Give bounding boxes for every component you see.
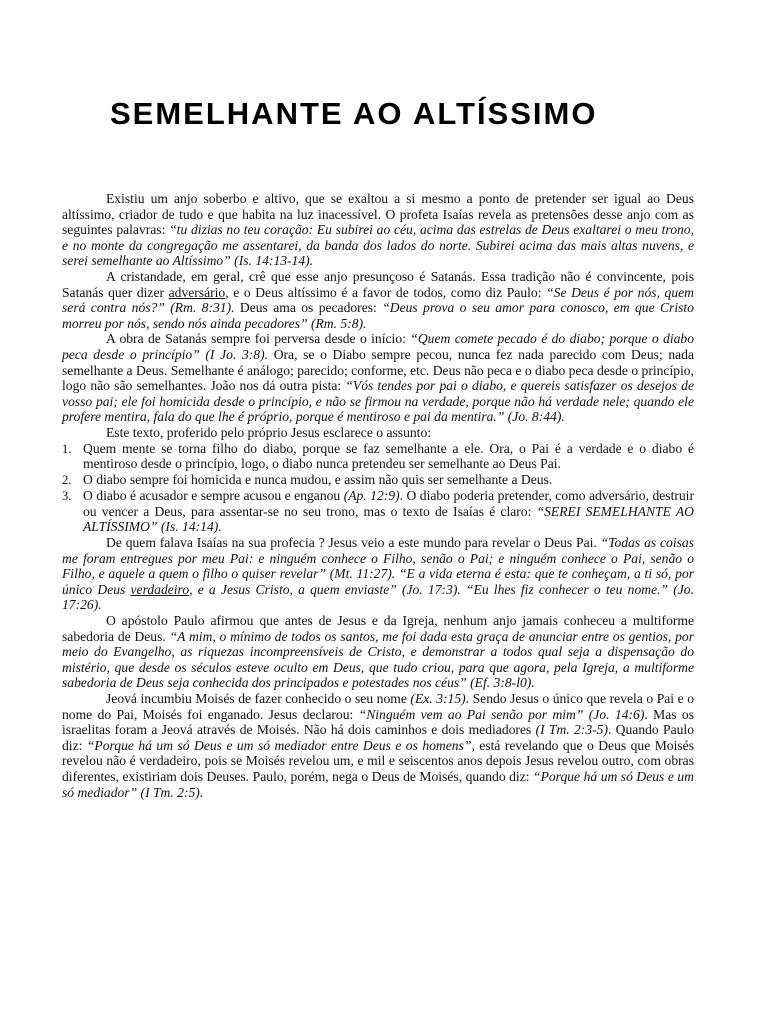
- list-text: Quem mente se torna filho do diabo, porque se faz semelhante a ele. Ora, o Pai é a verdade e o diabo é mentiroso desde o princípio, logo, o diabo nunca pretendeu ser semelhante ao Deus Pai.: [83, 440, 694, 472]
- paragraph-1: Existiu um anjo soberbo e altivo, que se exaltou a si mesmo a ponto de pretender ser igual ao Deus altíssimo, criador de tudo e que habita na luz inacessível. O profeta Isaías revela as pretensões desse anjo com as seguintes palavras: “tu dizias no teu coração: Eu subirei ao céu, acima das estrelas de Deus exaltarei o meu trono, e no monte da congregação me assentarei, da banda dos lados do norte. Subirei acima das mais altas nuvens, e serei semelhante ao Altíssimo” (Is. 14:13-14).: [62, 191, 694, 269]
- list-number: 2.: [62, 472, 72, 487]
- list-item: [62, 488, 694, 535]
- numbered-list: [62, 441, 694, 536]
- document-body: [62, 191, 694, 800]
- list-item: [62, 472, 694, 489]
- list-number: 1.: [62, 441, 72, 456]
- paragraph-4: Este texto, proferido pelo próprio Jesus esclarece o assunto:: [106, 424, 432, 440]
- paragraph-5: De quem falava Isaías na sua profecia ? Jesus veio a este mundo para revelar o Deus Pai. “Todas as coisas me foram entregues por meu Pai: e ninguém conhece o Filho, senão o Pai; e ninguém conhece o Pai, senão o Filho, e aquele a quem o filho o quiser revelar” (Mt. 11:27). “E a vida eterna é esta: que te conheçam, a ti só, por único Deus verdadeiro, e a Jesus Cristo, a quem enviaste” (Jo. 17:3). “Eu lhes fiz conhecer o teu nome.” (Jo. 17:26).: [62, 535, 694, 613]
- paragraph-2: A cristandade, em geral, crê que esse anjo presunçoso é Satanás. Essa tradição não é convincente, pois Satanás quer dizer adversário, e o Deus altíssimo é a favor de todos, como diz Paulo: “Se Deus é por nós, quem será contra nós?” (Rm. 8:31). Deus ama os pecadores: “Deus prova o seu amor para conosco, em que Cristo morreu por nós, sendo nós ainda pecadores” (Rm. 5:8).: [62, 268, 694, 331]
- list-text: O diabo é acusador e sempre acusou e enganou (Ap. 12:9). O diabo poderia pretender, como adversário, destruir ou vencer a Deus, para assentar-se no seu trono, mas o texto de Isaías é claro: “SEREI SEMELHANTE AO ALTÍSSIMO” (Is. 14:14).: [83, 488, 694, 535]
- paragraph-7: Jeová incumbiu Moisés de fazer conhecido o seu nome (Ex. 3:15). Sendo Jesus o único que revela o Pai e o nome do Pai, Moisés foi enganado. Jesus declarou: “Ninguém vem ao Pai senão por mim” (Jo. 14:6). Mas os israelitas foram a Jeová através de Moisés. Não há dois caminhos e dois mediadores (I Tm. 2:3-5). Quando Paulo diz: “Porque há um só Deus e um só mediador entre Deus e os homens”, está revelando que o Deus que Moisés revelou não é verdadeiro, pois se Moisés revelou um, e mil e seiscentos anos depois Jesus revelou outro, com obras diferentes, existiriam dois Deuses. Paulo, porém, nega o Deus de Moisés, quando diz: “Porque há um só Deus e um só mediador” (I Tm. 2:5).: [62, 691, 694, 800]
- list-number: 3.: [62, 489, 72, 504]
- list-item: [62, 441, 694, 472]
- paragraph-6: O apóstolo Paulo afirmou que antes de Jesus e da Igreja, nenhum anjo jamais conheceu a multiforme sabedoria de Deus. “A mim, o mínimo de todos os santos, me foi dada esta graça de anunciar entre os gentios, por meio do Evangelho, as riquezas incompreensíveis de Cristo, e demonstrar a todos qual seja a dispensação do mistério, que desde os séculos esteve oculto em Deus, que tudo criou, para que agora, pela Igreja, a multiforme sabedoria de Deus seja conhecida dos principados e potestades nos céus” (Ef. 3:8-l0).: [62, 613, 694, 691]
- page-title: SEMELHANTE AO ALTÍSSIMO: [110, 96, 598, 131]
- list-text: O diabo sempre foi homicida e nunca mudou, e assim não quis ser semelhante a Deus.: [83, 471, 553, 487]
- paragraph-3: A obra de Satanás sempre foi perversa desde o início: “Quem comete pecado é do diabo; porque o diabo peca desde o princípio” (I Jo. 3:8). Ora, se o Diabo sempre pecou, nunca fez nada parecido com Deus; nada semelhante a Deus. Semelhante é análogo; parecido; conforme, etc. Deus não peca e o diabo peca desde o princípio, logo não são semelhantes. João nos dá outra pista: “Vós tendes por pai o diabo, e quereis satisfazer os desejos de vosso pai; ele foi homicida desde o princípio, e não se firmou na verdade, porque não há verdade nele; quando ele profere mentira, fala do que lhe é próprio, porque é mentiroso e pai da mentira.” (Jo. 8:44).: [62, 331, 695, 425]
